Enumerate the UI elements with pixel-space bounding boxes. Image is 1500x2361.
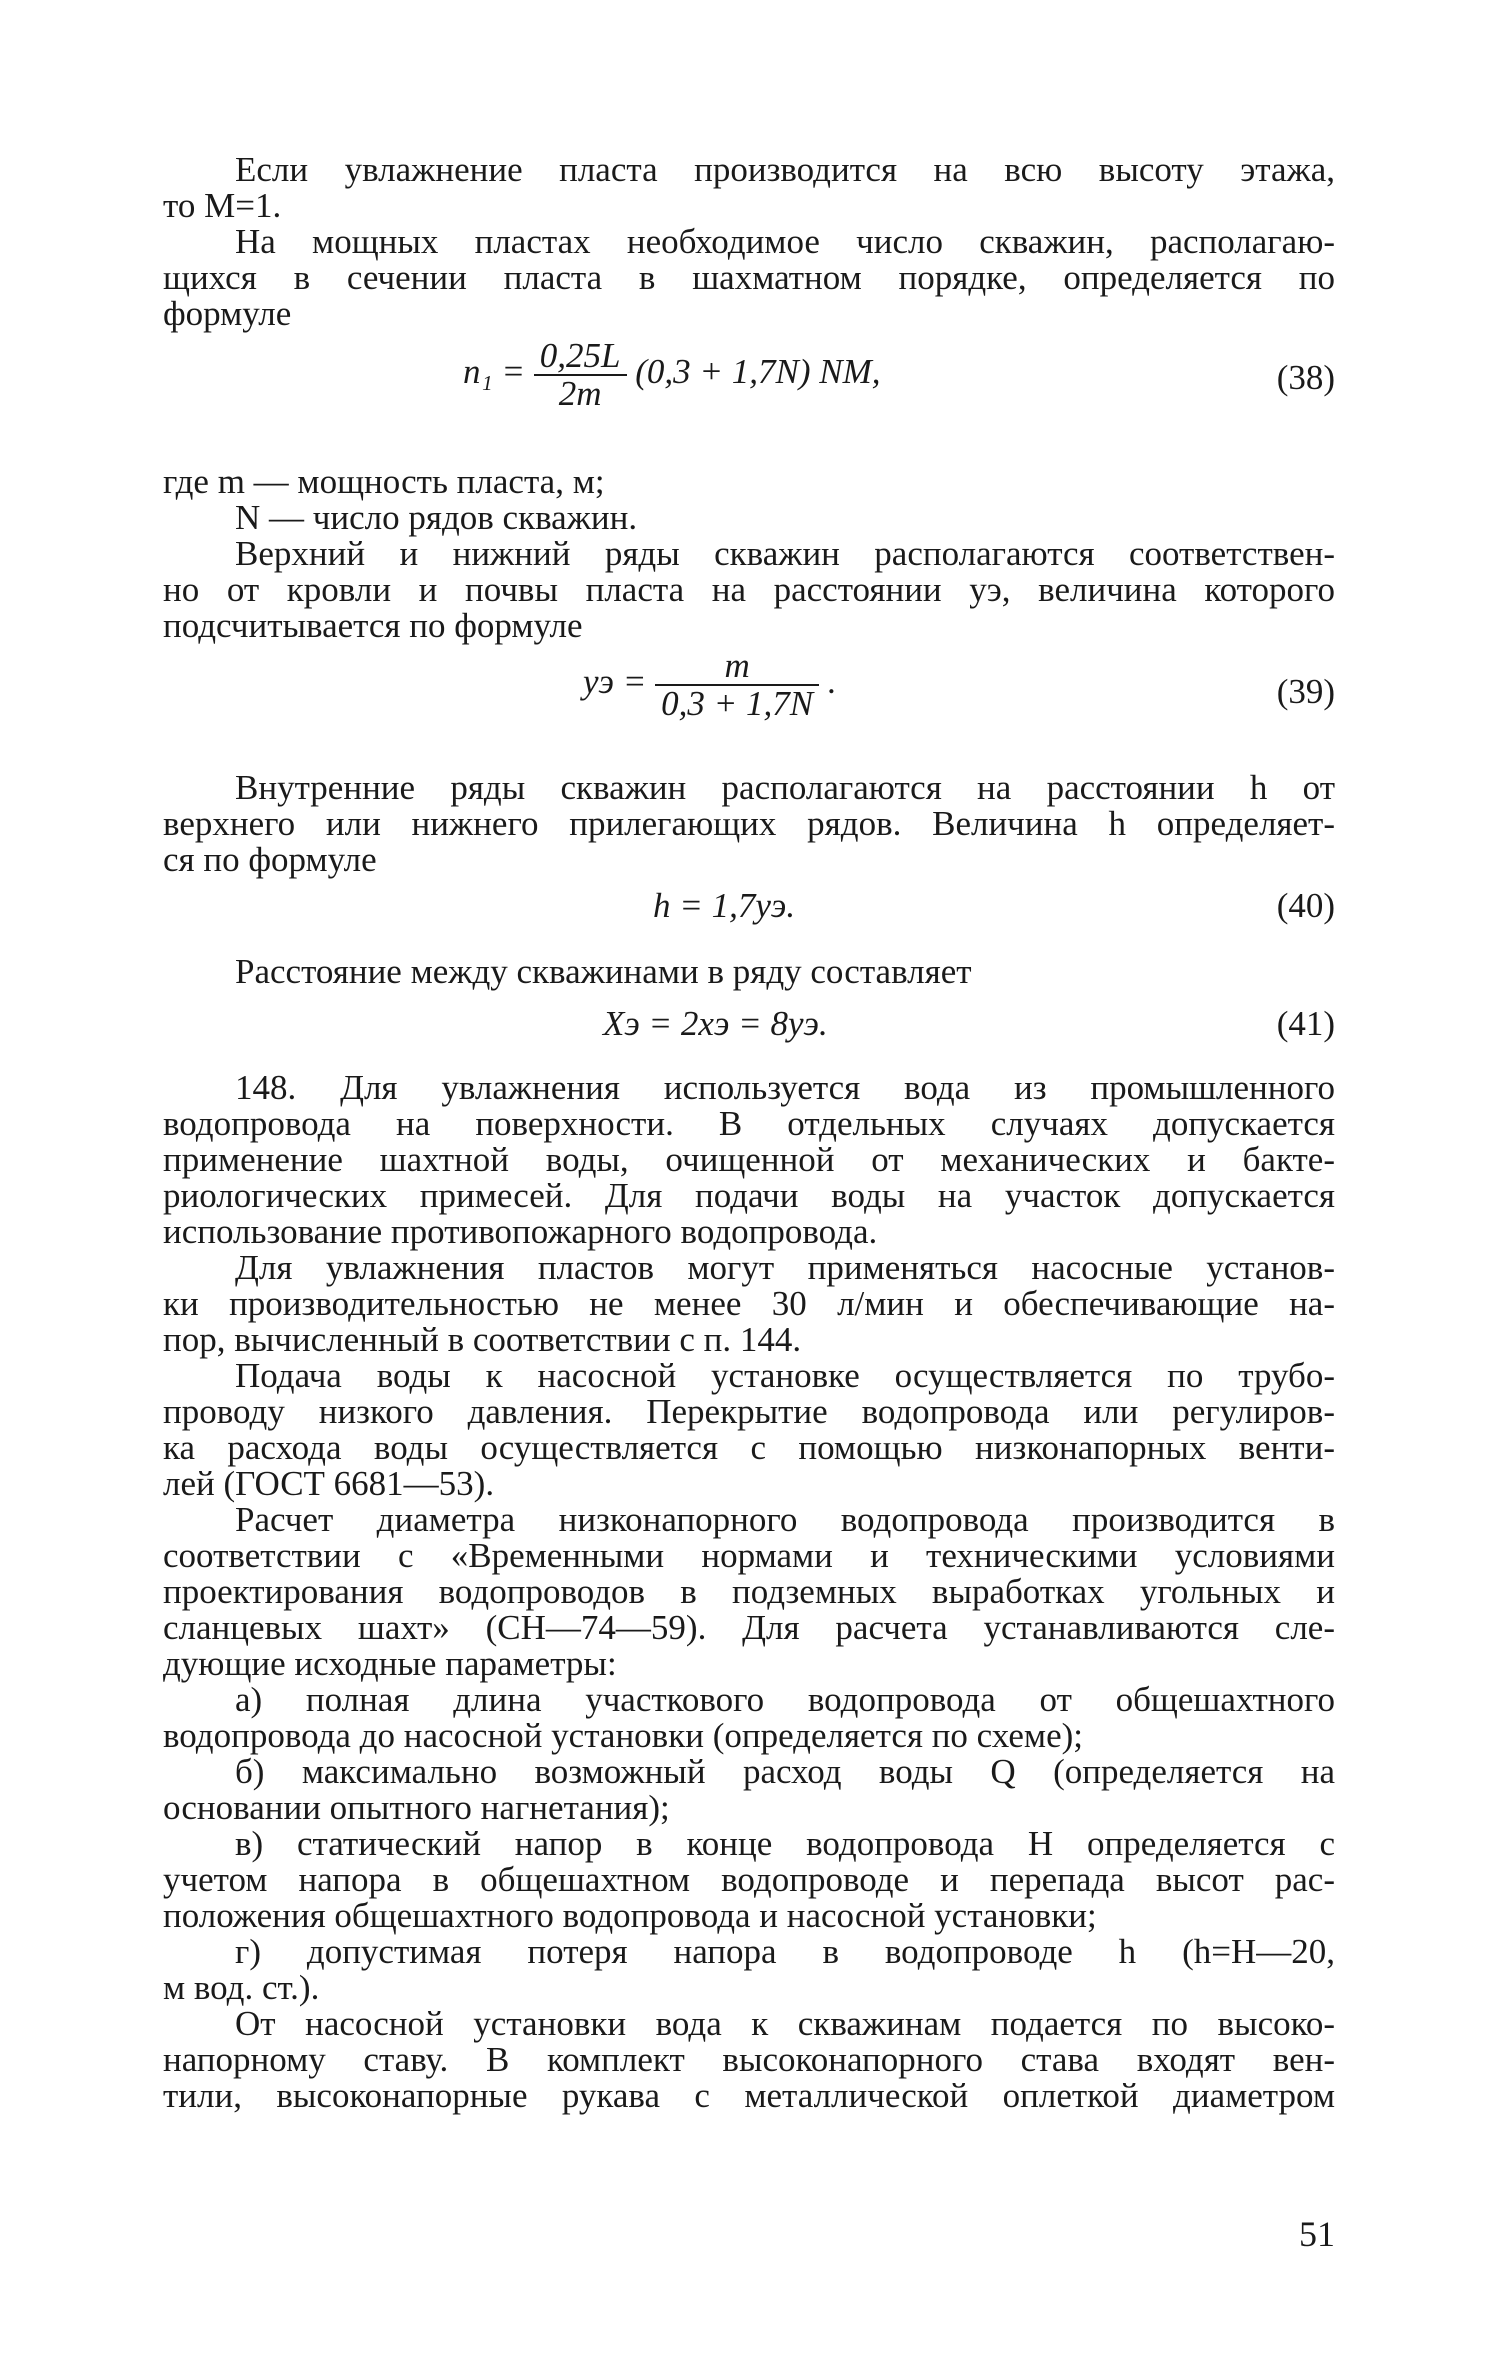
paragraph [163, 1862, 1335, 1934]
equation-number: (38) [1276, 358, 1335, 397]
text-line: Для увлажнения пластов могут применяться насосные установ- [235, 1248, 1335, 1287]
fraction-denominator: 2m [558, 374, 602, 413]
formula-expression: Xэ = 2xэ = 8yэ. [603, 1004, 828, 1043]
text-line: использование противопожарного водопровода. [163, 1212, 878, 1251]
paragraph [163, 1682, 1335, 1718]
paragraph [163, 224, 1335, 260]
paragraph [163, 2006, 1335, 2042]
text-line: водопровода до насосной установки (определяется по схеме); [163, 1716, 1083, 1755]
text-line: Подача воды к насосной установке осуществляется по трубо- [235, 1356, 1335, 1395]
text-line: соответствии с «Временными нормами и техническими условиями [163, 1536, 1335, 1575]
paragraph [163, 1502, 1335, 1538]
paragraph [163, 1358, 1335, 1394]
paragraph [163, 1250, 1335, 1286]
formula-39 [163, 648, 1335, 738]
formula-lhs: yэ = [583, 662, 647, 702]
text-line: ся по формуле [163, 840, 377, 879]
text-line: На мощных пластах необходимое число скважин, располагаю- [235, 222, 1335, 261]
equation-number: (41) [1276, 1004, 1335, 1043]
formula-38 [163, 338, 1335, 418]
text-line: б) максимально возможный расход воды Q (определяется на [235, 1752, 1335, 1791]
text-line: подсчитывается по формуле [163, 606, 583, 645]
paragraph [163, 260, 1335, 332]
text-line: проектирования водопроводов в подземных выработках угольных и [163, 1572, 1335, 1611]
equation-number: (40) [1276, 886, 1335, 925]
paragraph [163, 1070, 1335, 1106]
text-line: пор, вычисленный в соответствии с п. 144. [163, 1320, 802, 1359]
paragraph [163, 806, 1335, 878]
paragraph-block-3 [163, 770, 1335, 878]
text-line: где m — мощность пласта, м; [163, 462, 605, 501]
text-line: Расчет диаметра низконапорного водопровода производится в [235, 1500, 1335, 1539]
text-line: N — число рядов скважин. [235, 498, 638, 537]
paragraph [163, 188, 1335, 224]
paragraph [163, 1394, 1335, 1502]
text-line: проводу низкого давления. Перекрытие водопровода или регулиров- [163, 1392, 1335, 1431]
fraction [655, 648, 819, 722]
fraction-denominator: 0,3 + 1,7N [661, 684, 814, 723]
paragraph [163, 770, 1335, 806]
paragraph [163, 1718, 1335, 1754]
paragraph-block-5 [163, 1070, 1335, 2114]
text-line: основании опытного нагнетания); [163, 1788, 670, 1827]
text-line: От насосной установки вода к скважинам подается по высоко- [235, 2004, 1335, 2043]
text-line: учетом напора в общешахтном водопроводе и перепада высот рас- [163, 1860, 1335, 1899]
paragraph [163, 1970, 1335, 2006]
text-line: Расстояние между скважинами в ряду составляет [235, 952, 972, 991]
fraction [534, 338, 627, 412]
text-line: применение шахтной воды, очищенной от механических и бакте- [163, 1140, 1335, 1179]
paragraph-block-1 [163, 152, 1335, 332]
paragraph [163, 2042, 1335, 2114]
formula-lhs: n₁ = [463, 352, 526, 392]
fraction-numerator: m [655, 648, 819, 686]
paragraph-block-2 [163, 464, 1335, 644]
paragraph [163, 536, 1335, 572]
formula-41 [163, 1006, 1335, 1046]
text-line: Внутренние ряды скважин располагаются на расстоянии h от [235, 768, 1335, 807]
text-line: лей (ГОСТ 6681—53). [163, 1464, 495, 1503]
equation-number: (39) [1276, 672, 1335, 711]
text-line: щихся в сечении пласта в шахматном порядке, определяется по [163, 258, 1335, 297]
text-line: Если увлажнение пласта производится на всю высоту этажа, [235, 150, 1335, 189]
formula-expression: h = 1,7yэ. [653, 886, 796, 925]
formula-40 [163, 888, 1335, 928]
text-line: верхнего или нижнего прилегающих рядов. Величина h определяет- [163, 804, 1335, 843]
text-line: напорному ставу. В комплект высоконапорного става входят вен- [163, 2040, 1335, 2079]
text-line: Верхний и нижний ряды скважин располагаются соответствен- [235, 534, 1335, 573]
paragraph [163, 1934, 1335, 1970]
text-line: тили, высоконапорные рукава с металлической оплеткой диаметром [163, 2076, 1335, 2115]
paragraph [163, 954, 1335, 990]
paragraph [163, 1286, 1335, 1358]
text-line: а) полная длина участкового водопровода от общешахтного [235, 1680, 1335, 1719]
text-line: положения общешахтного водопровода и насосной установки; [163, 1896, 1097, 1935]
text-line: в) статический напор в конце водопровода H определяется с [235, 1824, 1335, 1863]
fraction-numerator: 0,25L [534, 338, 627, 376]
text-line: ка расхода воды осуществляется с помощью низконапорных венти- [163, 1428, 1335, 1467]
text-line: м вод. ст.). [163, 1968, 320, 2007]
text-line: ки производительностью не менее 30 л/мин и обеспечивающие на- [163, 1284, 1335, 1323]
text-line: водопровода на поверхности. В отдельных случаях допускается [163, 1104, 1335, 1143]
page-number: 51 [1299, 2214, 1335, 2254]
paragraph [163, 152, 1335, 188]
text-line: то M=1. [163, 186, 282, 225]
paragraph [163, 464, 1335, 500]
paragraph [163, 1790, 1335, 1826]
text-line: формуле [163, 294, 292, 333]
paragraph [163, 500, 1335, 536]
text-line: риологических примесей. Для подачи воды на участок допускается [163, 1176, 1335, 1215]
text-line: г) допустимая потеря напора в водопроводе h (h=H—20, [235, 1932, 1335, 1971]
formula-rhs: (0,3 + 1,7N) NM, [635, 352, 881, 392]
paragraph [163, 1106, 1335, 1250]
text-line: но от кровли и почвы пласта на расстоянии yэ, величина которого [163, 570, 1335, 609]
formula-rhs: . [827, 662, 837, 702]
text-line: 148. Для увлажнения используется вода из промышленного [235, 1068, 1335, 1107]
text-line: дующие исходные параметры: [163, 1644, 617, 1683]
paragraph [163, 1754, 1335, 1790]
paragraph [163, 1538, 1335, 1682]
paragraph-block-4 [163, 954, 1335, 990]
paragraph [163, 572, 1335, 644]
text-line: сланцевых шахт» (СН—74—59). Для расчета устанавливаются сле- [163, 1608, 1335, 1647]
paragraph [163, 1826, 1335, 1862]
